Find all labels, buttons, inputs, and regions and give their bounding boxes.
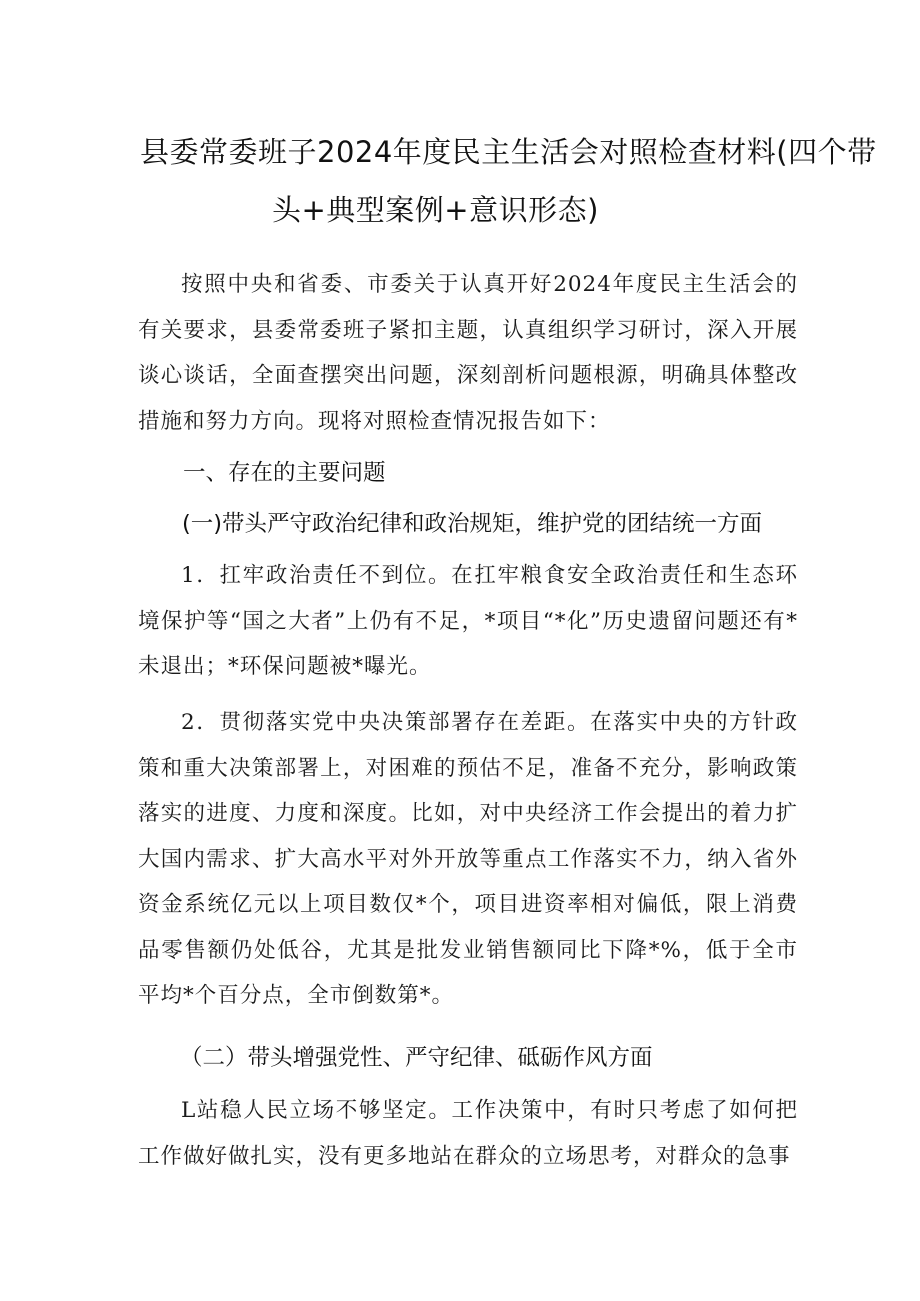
document-title-line-1: 县委常委班子2024年度民主生活会对照检查材料(四个带: [140, 135, 877, 169]
subsection-one-heading: (一)带头严守政治纪律和政治规矩，维护党的团结统一方面: [182, 511, 763, 537]
section-one-heading: 一、存在的主要问题: [183, 460, 386, 486]
item-3-paragraph: L站稳人民立场不够坚定。工作决策中，有时只考虑了如何把工作做好做扎实，没有更多地站在群众的立场思考，对群众的急事: [138, 1098, 798, 1169]
item-2-paragraph: 2．贯彻落实党中央决策部署存在差距。在落实中央的方针政策和重大决策部署上，对困难的预估不足，准备不充分，影响政策落实的进度、力度和深度。比如，对中央经济工作会提出的着力扩大国内需求、扩大高水平对外开放等重点工作落实不力，纳入省外资金系统亿元以上项目数仅*个，项目进资率相对偏低，限上消费品零售额仍处低谷，尤其是批发业销售额同比下降*%，低于全市平均*个百分点，全市倒数第*。: [138, 710, 798, 1008]
intro-paragraph: 按照中央和省委、市委关于认真开好2024年度民主生活会的有关要求，县委常委班子紧扣主题，认真组织学习研讨，深入开展谈心谈话，全面查摆突出问题，深刻剖析问题根源，明确具体整改措施和努力方向。现将对照检查情况报告如下：: [138, 272, 798, 434]
document-title-line-2: 头+典型案例+意识形态): [272, 193, 599, 227]
item-1-paragraph: 1．扛牢政治责任不到位。在扛牢粮食安全政治责任和生态环境保护等“国之大者”上仍有不足，*项目“*化”历史遗留问题还有*未退出；*环保问题被*曝光。: [138, 563, 798, 679]
subsection-two-heading: （二）带头增强党性、严守纪律、砥砺作风方面: [180, 1045, 653, 1071]
